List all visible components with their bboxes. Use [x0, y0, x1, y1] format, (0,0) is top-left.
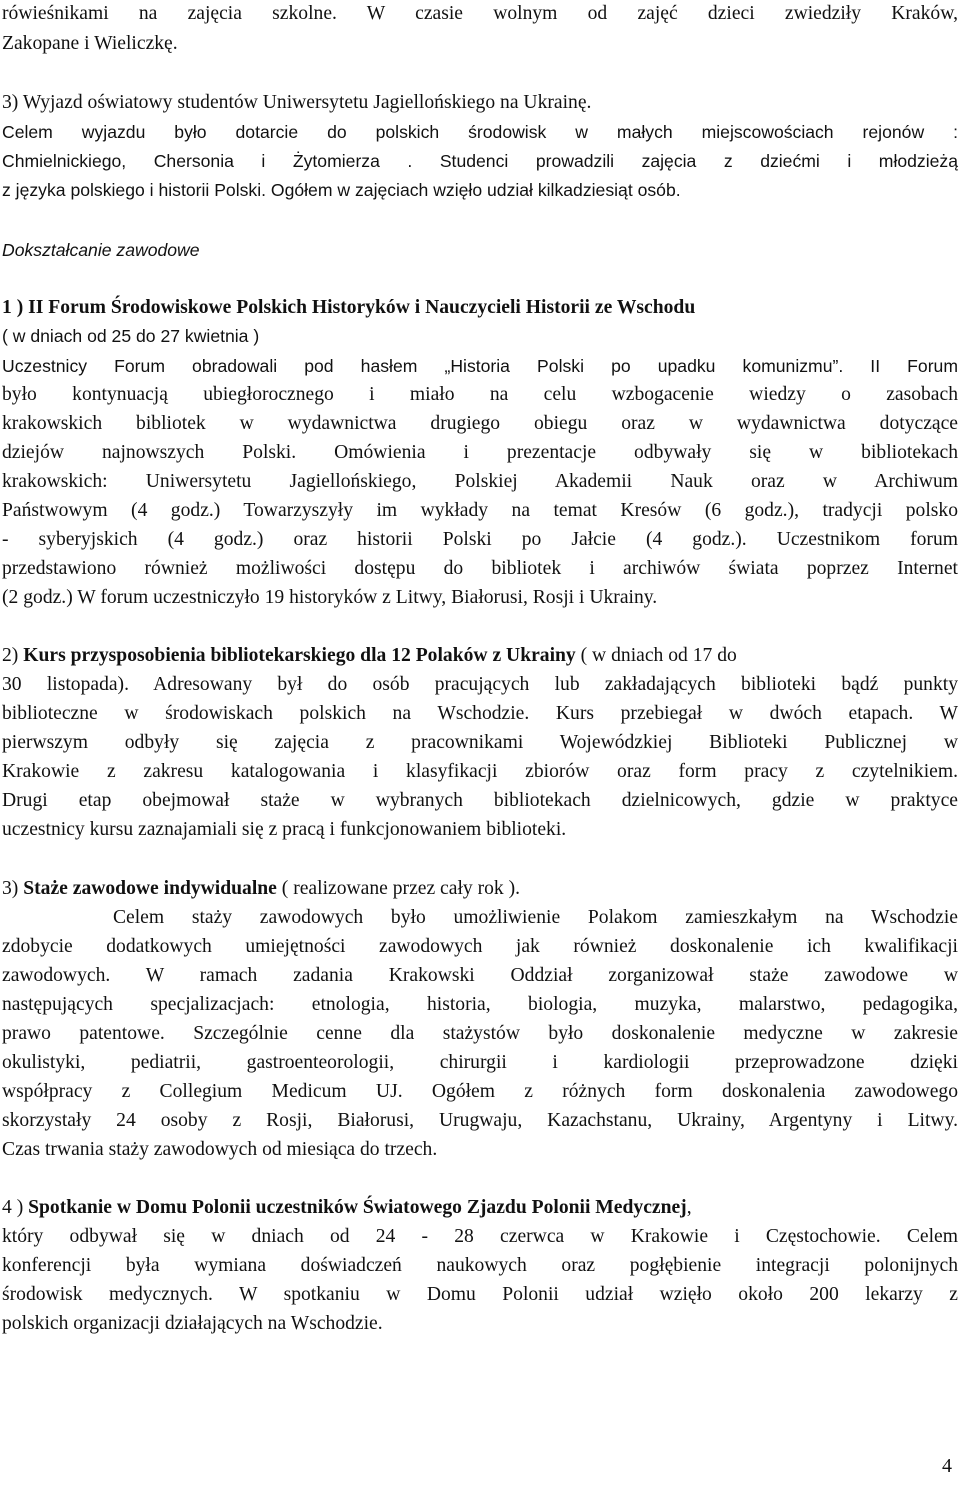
- meeting-heading: [2, 1194, 958, 1222]
- paragraph-line: skorzystały 24 osoby z Rosji, Białorusi, Urugwaju, Kazachstanu, Ukrainy, Argentyny i Litwy.: [2, 1110, 958, 1131]
- paragraph-line: współpracy z Collegium Medicum UJ. Ogółem z różnych form doskonalenia zawodowego: [2, 1081, 958, 1102]
- paragraph-line: (2 godz.) W forum uczestniczyło 19 historyków z Litwy, Białorusi, Rosji i Ukrainy.: [2, 587, 658, 608]
- paragraph-line: rówieśnikami na zajęcia szkolne. W czasie wolnym od zajęć dzieci zwiedziły Kraków,: [2, 3, 958, 24]
- forum-title: 1 ) II Forum Środowiskowe Polskich Historyków i Nauczycieli Historii ze Wschodu: [2, 297, 696, 318]
- intern-title-rest: ( realizowane przez cały rok ).: [276, 878, 521, 899]
- paragraph-line: uczestnicy kursu zaznajamiali się z pracą i funkcjonowaniem biblioteki.: [2, 819, 567, 840]
- intern-heading: [2, 875, 958, 903]
- paragraph-line: dziejów najnowszych Polski. Omówienia i prezentacje odbywały się w bibliotekach: [2, 442, 958, 463]
- paragraph-line: Chmielnickiego, Chersonia i Żytomierza . Studenci prowadzili zajęcia z dziećmi i młodzieżą: [2, 151, 958, 171]
- paragraph-line: zawodowych. W ramach zadania Krakowski Oddział zorganizował staże zawodowe w: [2, 965, 958, 986]
- course-heading: [2, 642, 958, 670]
- meeting-title-rest: ,: [686, 1197, 692, 1218]
- paragraph-line: Czas trwania staży zawodowych od miesiąca do trzech.: [2, 1139, 438, 1160]
- section-heading: Dokształcanie zawodowe: [2, 240, 200, 260]
- paragraph-line: Uczestnicy Forum obradowali pod hasłem „Historia Polski po upadku komunizmu”. II Forum: [2, 356, 958, 376]
- trip-title-rest: studentów Uniwersytetu Jagiellońskiego na Ukrainę.: [172, 92, 592, 113]
- paragraph-line: polskich organizacji działających na Wschodzie.: [2, 1313, 383, 1334]
- list-number: 4 ): [2, 1197, 29, 1218]
- paragraph-line: Drugi etap obejmował staże w wybranych bibliotekach dzielnicowych, gdzie w praktyce: [2, 790, 958, 811]
- paragraph-line: 30 listopada). Adresowany był do osób pracujących lub zakładających biblioteki bądź punkty: [2, 674, 958, 695]
- paragraph-line: - syberyjskich (4 godz.) oraz historii Polski po Jałcie (4 godz.). Uczestnikom forum: [2, 529, 958, 550]
- paragraph-line: zdobycie dodatkowych umiejętności zawodowych jak również doskonalenie ich kwalifikacji: [2, 936, 958, 957]
- paragraph-line: Państwowym (4 godz.) Towarzyszyły im wykłady na temat Kresów (6 godz.), tradycji polsko: [2, 500, 958, 521]
- paragraph-line: krakowskich bibliotek w wydawnictwa drugiego obiegu oraz w wydawnictwa dotyczące: [2, 413, 958, 434]
- paragraph-line: było kontynuacją ubiegłorocznego i miało na celu wzbogacenie wiedzy o zasobach: [2, 384, 958, 405]
- paragraph-line: Krakowie z zakresu katalogowania i klasyfikacji zbiorów oraz form pracy z czytelnikiem.: [2, 761, 958, 782]
- paragraph-line: krakowskich: Uniwersytetu Jagiellońskiego, Polskiej Akademii Nauk oraz w Archiwum: [2, 471, 958, 492]
- list-number: 3): [2, 92, 23, 113]
- paragraph-line: konferencji była wymiana doświadczeń naukowych oraz pogłębienie integracji polonijnych: [2, 1255, 958, 1276]
- course-title-rest: ( w dniach od 17 do: [575, 645, 737, 666]
- course-title: Kurs przysposobienia bibliotekarskiego dla 12 Polaków z Ukrainy: [23, 645, 576, 666]
- forum-dates: ( w dniach od 25 do 27 kwietnia ): [2, 326, 260, 346]
- paragraph-line: biblioteczne w środowiskach polskich na Wschodzie. Kurs przebiegał w dwóch etapach. W: [2, 703, 958, 724]
- paragraph-line: przedstawiono również możliwości dostępu do bibliotek i archiwów świata poprzez Internet: [2, 558, 958, 579]
- trip-heading: [2, 89, 958, 117]
- meeting-title: Spotkanie w Domu Polonii uczestników Światowego Zjazdu Polonii Medycznej: [28, 1197, 687, 1218]
- paragraph-line: prawo patentowe. Szczególnie cenne dla stażystów było doskonalenie medyczne w zakresie: [2, 1023, 958, 1044]
- list-number: 2): [2, 645, 24, 666]
- paragraph-line: następujących specjalizacjach: etnologia, historia, biologia, muzyka, malarstwo, pedagogika,: [2, 994, 958, 1015]
- paragraph-line: Celem staży zawodowych było umożliwienie Polakom zamieszkałym na Wschodzie: [2, 907, 958, 928]
- paragraph-line: środowisk medycznych. W spotkaniu w Domu Polonii udział wzięło około 200 lekarzy z: [2, 1284, 958, 1305]
- page-number: 4: [942, 1455, 952, 1477]
- list-number: 3): [2, 878, 24, 899]
- paragraph-line: pierwszym odbyły się zajęcia z pracownikami Wojewódzkiej Biblioteki Publicznej w: [2, 732, 958, 753]
- paragraph-line: który odbywał się w dniach od 24 - 28 czerwca w Krakowie i Częstochowie. Celem: [2, 1226, 958, 1247]
- paragraph-line: Zakopane i Wieliczkę.: [2, 33, 178, 54]
- paragraph-line: z języka polskiego i historii Polski. Ogółem w zajęciach wzięło udział kilkadziesiąt osób.: [2, 180, 681, 200]
- paragraph-line: Celem wyjazdu było dotarcie do polskich środowisk w małych miejscowościach rejonów :: [2, 122, 958, 142]
- trip-title: Wyjazd oświatowy: [22, 92, 173, 113]
- intern-title: Staże zawodowe indywidualne: [23, 878, 277, 899]
- paragraph-line: okulistyki, pediatrii, gastroenteorologii, chirurgii i kardiologii przeprowadzone dzięki: [2, 1052, 958, 1073]
